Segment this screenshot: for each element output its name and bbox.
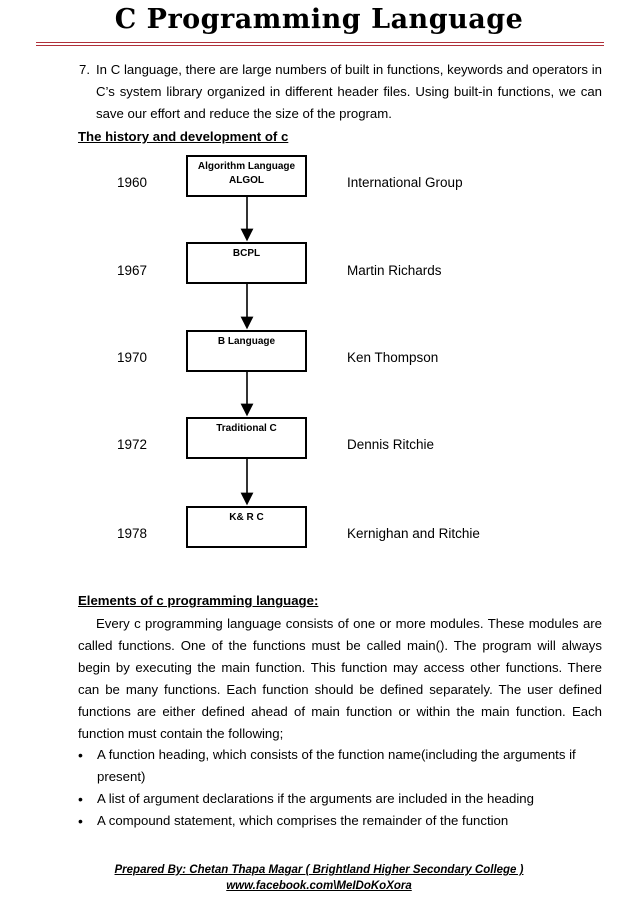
box-label: B Language xyxy=(217,336,276,347)
list-item: • A function heading, which consists of the function name(including the arguments if present) xyxy=(78,744,602,788)
intro-number: 7. xyxy=(79,62,90,77)
history-year: 1978 xyxy=(117,526,148,541)
history-year: 1972 xyxy=(117,437,148,452)
history-box-kr-c xyxy=(186,506,307,548)
history-person: Dennis Ritchie xyxy=(347,437,435,452)
box-sublabel: ALGOL xyxy=(229,175,264,186)
elements-heading: Elements of c programming language: xyxy=(78,593,319,608)
history-box-traditional-c xyxy=(186,417,307,459)
history-box-b-language xyxy=(186,330,307,372)
function-parts-list xyxy=(78,744,602,832)
box-label: K& R C xyxy=(229,512,264,523)
elements-paragraph xyxy=(78,613,602,745)
history-box-bcpl xyxy=(186,242,307,284)
page-title: C Programming Language xyxy=(114,4,524,35)
footer-credit: Prepared By: Chetan Thapa Magar ( Brightland Higher Secondary College ) xyxy=(114,864,524,876)
footer-link[interactable]: www.facebook.com\MeIDoKoXora xyxy=(226,880,412,892)
intro-paragraph: In C language, there are large numbers of built in functions, keywords and operators in C’s system library organized in different header files. Using built-in functions, we can save our effort and reduce the size of the program. xyxy=(96,62,602,121)
history-person: International Group xyxy=(347,175,463,190)
history-box-algol xyxy=(186,155,307,197)
history-person: Martin Richards xyxy=(347,263,442,278)
elements-paragraph-text: Every c programming language consists of one or more modules. These modules are called functions. One of the functions must be called main(). The program will always begin by executing the main function. This function may access other functions. There can be many functions. Each function should be defined separately. The user defined functions are either defined ahead of main function or within the main function. Each function must contain the following; xyxy=(78,616,602,741)
box-label: Algorithm Language xyxy=(197,161,296,172)
list-item: • A list of argument declarations if the arguments are included in the heading xyxy=(78,788,602,810)
history-person: Kernighan and Ritchie xyxy=(347,526,480,541)
history-year: 1960 xyxy=(117,175,148,190)
box-label: Traditional C xyxy=(216,423,277,434)
list-item: • A compound statement, which comprises the remainder of the function xyxy=(78,810,602,832)
history-person: Ken Thompson xyxy=(347,350,439,365)
box-label: BCPL xyxy=(232,248,261,259)
history-year: 1970 xyxy=(117,350,148,365)
history-heading: The history and development of c xyxy=(78,129,289,144)
history-year: 1967 xyxy=(117,263,148,278)
